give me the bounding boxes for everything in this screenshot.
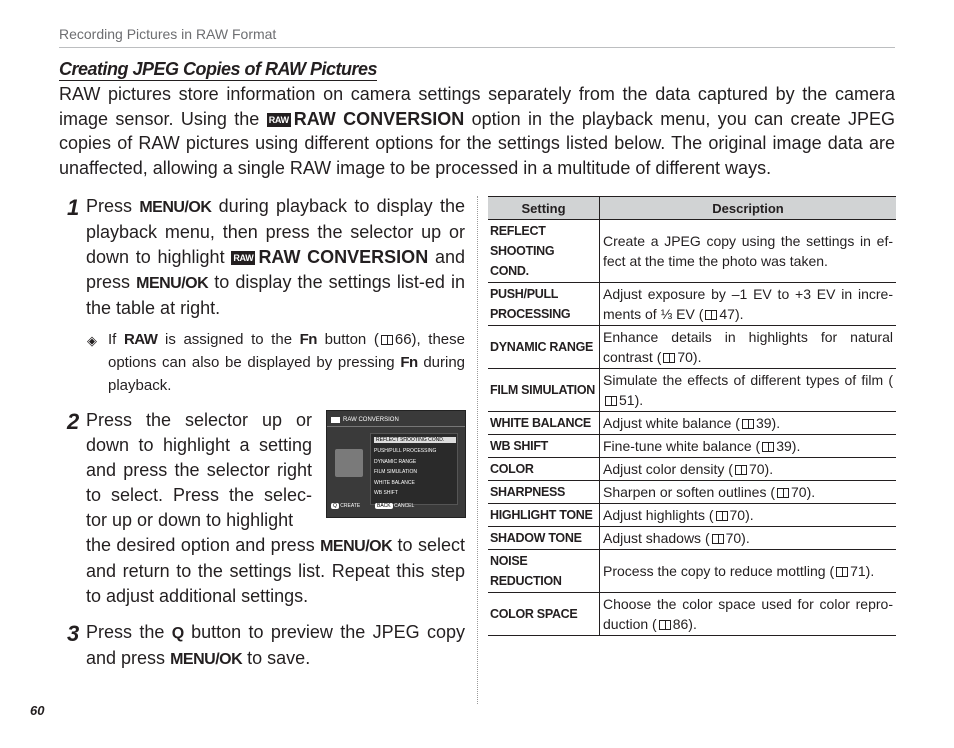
camera-menu-item: WHITE BALANCE: [374, 480, 415, 486]
camera-menu-item: PUSH/PULL PROCESSING: [374, 448, 437, 454]
step-2-text-a: Press the selector up or down to highlight a setting and press the selector right to select. Press the selec-tor up or down to highlight: [86, 410, 312, 530]
setting-name: SHADOW TONE: [488, 527, 600, 550]
table-row: [488, 458, 896, 481]
intro-paragraph: [59, 82, 895, 180]
step-1-text-a: Press: [86, 196, 133, 216]
cancel-hint: [375, 503, 414, 509]
setting-name: WB SHIFT: [488, 435, 600, 458]
page-number: 60: [30, 703, 45, 718]
table-header-row: [488, 197, 896, 220]
step-3-text: [86, 620, 465, 672]
running-header: Recording Pictures in RAW Format: [59, 26, 277, 42]
setting-name: SHARPNESS: [488, 481, 600, 504]
raw-icon: [331, 417, 340, 423]
note-icon: ◈: [87, 333, 97, 348]
note-text-d: 66), these options can also be displayed by pressing: [108, 331, 465, 371]
note-text-a: If: [108, 331, 117, 348]
header-description: Description: [600, 197, 897, 220]
page-ref-icon: [663, 353, 675, 363]
setting-name: COLOR: [488, 458, 600, 481]
setting-description: [600, 326, 897, 369]
step-1-text-b: during playback to display the playback menu, then press the selector up or down to highlight: [86, 196, 465, 267]
raw-key: RAW: [123, 331, 158, 348]
intro-text-1: RAW pictures store information on camera settings separately from the data captured by the camera image sensor. Using the: [59, 84, 895, 129]
page-ref-icon: [712, 534, 724, 544]
page-ref-icon: [716, 511, 728, 521]
page-ref: 47).: [719, 306, 744, 322]
page-ref: 71).: [850, 563, 875, 579]
table-row: [488, 527, 896, 550]
page-ref: 70).: [729, 507, 754, 523]
create-hint: [331, 503, 360, 509]
page-ref-icon: [735, 465, 747, 475]
camera-menu-item: WB SHIFT: [374, 490, 398, 496]
step-2-text-b: [86, 533, 465, 609]
settings-table: [488, 196, 896, 636]
camera-menu-item: REFLECT SHOOTING COND.: [374, 437, 456, 443]
setting-description: [600, 435, 897, 458]
raw-conversion-label: RAW CONVERSION: [258, 247, 429, 267]
create-label: CREATE: [340, 503, 361, 509]
description-text: Adjust shadows (: [603, 530, 710, 546]
fn-key: Fn: [299, 331, 317, 348]
description-text: Adjust highlights (: [603, 507, 714, 523]
camera-menu-item: FILM SIMULATION: [374, 469, 417, 475]
setting-description: [600, 504, 897, 527]
setting-description: [600, 369, 897, 412]
setting-description: [600, 220, 897, 283]
page-ref-icon: [659, 620, 671, 630]
step-1-text-c: and press: [86, 247, 465, 292]
page-ref: 39).: [776, 438, 801, 454]
q-key: Q: [171, 625, 184, 642]
description-text: Create a JPEG copy using the settings in ef-fect at the time the photo was taken.: [603, 233, 893, 269]
description-text: Adjust white balance (: [603, 415, 740, 431]
page-ref: 51).: [619, 392, 644, 408]
section-title: Creating JPEG Copies of RAW Pictures: [59, 59, 378, 79]
description-text: Fine-tune white balance (: [603, 438, 761, 454]
page-ref-icon: [777, 488, 789, 498]
setting-name: NOISE REDUCTION: [488, 550, 600, 593]
step-2-number: 2: [67, 409, 80, 434]
table-row: [488, 283, 896, 326]
table-row: [488, 593, 896, 636]
camera-screen: [326, 410, 466, 518]
note-text-e: during playback.: [108, 354, 466, 394]
description-text: Sharpen or soften outlines (: [603, 484, 775, 500]
menu-ok-key: MENU/OK: [170, 651, 243, 668]
page-ref: 70).: [791, 484, 816, 500]
header-rule: [59, 47, 895, 48]
camera-title-rule: [327, 426, 465, 427]
setting-name: COLOR SPACE: [488, 593, 600, 636]
q-key: Q: [333, 503, 337, 509]
setting-description: [600, 283, 897, 326]
page-ref-icon: [836, 567, 848, 577]
camera-menu-list: [370, 433, 458, 505]
description-text: Adjust color density (: [603, 461, 733, 477]
table-row: [488, 412, 896, 435]
menu-ok-key: MENU/OK: [320, 538, 393, 555]
step-3-text-a: Press the: [86, 622, 165, 642]
page-ref: 70).: [748, 461, 774, 477]
description-text: Enhance details in highlights for natural contrast (: [603, 329, 893, 365]
fn-key: Fn: [400, 354, 418, 371]
photo-thumbnail: [335, 449, 363, 477]
setting-name: FILM SIMULATION: [488, 369, 600, 412]
setting-description: [600, 550, 897, 593]
camera-menu-item: DYNAMIC RANGE: [374, 459, 417, 465]
setting-description: [600, 458, 897, 481]
step-2-text-b2: to select and return to the settings list. Repeat this step to adjust additional settings.: [86, 535, 465, 606]
setting-name: HIGHLIGHT TONE: [488, 504, 600, 527]
note-text-b: is assigned to the: [165, 331, 293, 348]
table-row: [488, 435, 896, 458]
menu-ok-key: MENU/OK: [139, 199, 212, 216]
step-3-text-b: button to preview the JPEG copy and press: [86, 622, 465, 668]
description-text: Simulate the effects of different types of film (: [603, 372, 893, 388]
setting-name: PUSH/PULL PROCESSING: [488, 283, 600, 326]
page-ref: 39).: [755, 415, 781, 431]
note-text: [108, 328, 465, 397]
step-3-text-c: to save.: [247, 648, 311, 668]
page-ref: 86).: [672, 616, 697, 632]
description-text: Process the copy to reduce mottling (: [603, 563, 835, 579]
raw-icon: RAW: [233, 253, 254, 263]
table-row: [488, 550, 896, 593]
header-setting: Setting: [488, 197, 600, 220]
cancel-label: CANCEL: [394, 503, 415, 509]
table-row: [488, 504, 896, 527]
table-row: [488, 220, 896, 283]
step-1-text-d: to display the settings list-ed in the table at right.: [86, 272, 465, 318]
page-ref: 70).: [677, 349, 702, 365]
raw-conversion-label: RAW CONVERSION: [293, 108, 465, 129]
page-ref: 70).: [725, 530, 750, 546]
column-divider: [477, 196, 478, 704]
setting-description: [600, 481, 897, 504]
step-1-number: 1: [67, 195, 80, 220]
note-text-c: button (: [324, 331, 379, 348]
step-2-text-b1: the desired option and press: [86, 535, 315, 555]
description-text: Choose the color space used for color repro-duction (: [603, 596, 893, 632]
setting-name: WHITE BALANCE: [488, 412, 600, 435]
intro-text-2: option in the playback menu, you can create JPEG copies of RAW pictures using different options for the settings listed below. The original image data are unaffected, allowing a single RAW image to be processed in a multitude of different ways.: [59, 108, 895, 178]
step-1-text: [86, 194, 465, 321]
description-text: Adjust exposure by –1 EV to +3 EV in incre-ments of ⅓ EV (: [603, 286, 893, 322]
camera-screen-title: RAW CONVERSION: [343, 417, 399, 423]
setting-description: [600, 527, 897, 550]
page-ref-icon: [605, 396, 617, 406]
table-row: [488, 326, 896, 369]
back-key: BACK: [377, 503, 391, 509]
page-ref-icon: [762, 442, 774, 452]
page-ref-icon: [381, 335, 393, 345]
table-row: [488, 369, 896, 412]
step-3-number: 3: [67, 621, 80, 646]
setting-name: REFLECT SHOOTING COND.: [488, 220, 600, 283]
raw-icon: RAW: [268, 114, 289, 125]
table-row: [488, 481, 896, 504]
setting-description: [600, 412, 897, 435]
setting-description: [600, 593, 897, 636]
menu-ok-key: MENU/OK: [136, 275, 209, 292]
page-ref-icon: [705, 310, 717, 320]
page-ref-icon: [742, 419, 754, 429]
setting-name: DYNAMIC RANGE: [488, 326, 600, 369]
